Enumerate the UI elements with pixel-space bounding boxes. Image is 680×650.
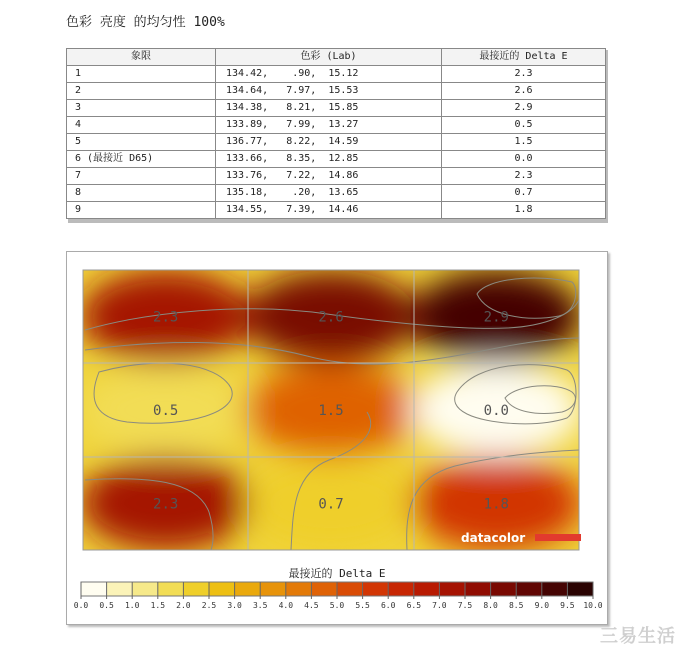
- colorbar-swatch: [311, 582, 337, 596]
- colorbar-swatch: [209, 582, 235, 596]
- colorbar-tick-label: 3.5: [252, 601, 268, 610]
- brand-logo: datacolor: [461, 531, 526, 545]
- colorbar-tick-label: 1.0: [124, 601, 140, 610]
- cell-value-label: 2.3: [153, 309, 179, 326]
- table-row: [67, 185, 606, 202]
- cell-delta-e: 1.8: [442, 202, 606, 219]
- table-row: [67, 151, 606, 168]
- page-title: 色彩 亮度 的均匀性 100%: [66, 15, 225, 30]
- header-delta-e: 最接近的 Delta E: [442, 49, 606, 66]
- colorbar-tick-label: 2.5: [201, 601, 217, 610]
- table-row: [67, 117, 606, 134]
- cell-delta-e: 0.5: [442, 117, 606, 134]
- colorbar-swatch: [491, 582, 517, 596]
- colorbar-tick-label: 4.5: [304, 601, 319, 610]
- cell-quadrant: 1: [67, 66, 216, 83]
- cell-value-label: 2.6: [318, 309, 344, 326]
- colorbar-tick-label: 9.0: [534, 601, 550, 610]
- table-row: [67, 66, 606, 83]
- header-quadrant: 象限: [67, 49, 216, 66]
- colorbar-tick-label: 1.5: [150, 601, 166, 610]
- colorbar-swatch: [158, 582, 184, 596]
- colorbar-tick-label: 4.0: [278, 601, 294, 610]
- cell-lab: 136.77, 8.22, 14.59: [216, 134, 442, 151]
- cell-lab: 134.55, 7.39, 14.46: [216, 202, 442, 219]
- cell-lab: 135.18, .20, 13.65: [216, 185, 442, 202]
- cell-value-label: 1.5: [318, 403, 344, 419]
- colorbar-tick-label: 0.0: [73, 601, 89, 610]
- colorbar-tick-label: 0.5: [99, 601, 114, 610]
- uniformity-chart: [66, 251, 608, 625]
- table-header-row: [67, 49, 606, 66]
- colorbar-swatch: [337, 582, 363, 596]
- cell-value-label: 0.7: [318, 496, 344, 513]
- cell-quadrant: 3: [67, 100, 216, 117]
- table-row: [67, 168, 606, 185]
- colorbar-tick-label: 8.5: [508, 601, 524, 610]
- watermark: 三易生活: [600, 626, 676, 647]
- chart-canvas: [67, 252, 607, 624]
- table-row: [67, 100, 606, 117]
- cell-lab: 134.38, 8.21, 15.85: [216, 100, 442, 117]
- cell-delta-e: 0.7: [442, 185, 606, 202]
- colorbar-tick-label: 10.0: [583, 601, 603, 610]
- cell-lab: 133.76, 7.22, 14.86: [216, 168, 442, 185]
- cell-value-label: 2.9: [483, 309, 509, 326]
- colorbar-swatch: [183, 582, 209, 596]
- cell-delta-e: 2.9: [442, 100, 606, 117]
- colorbar-swatch: [516, 582, 542, 596]
- cell-value-label: 2.3: [153, 496, 179, 513]
- colorbar-swatch: [260, 582, 286, 596]
- cell-value-label: 0.5: [153, 403, 179, 419]
- cell-lab: 133.89, 7.99, 13.27: [216, 117, 442, 134]
- colorbar-tick-label: 3.0: [227, 601, 242, 610]
- colorbar-swatch: [132, 582, 158, 596]
- table-row: [67, 134, 606, 151]
- colorbar-tick-label: 5.0: [329, 601, 345, 610]
- colorbar-swatch: [465, 582, 491, 596]
- colorbar-swatch: [414, 582, 440, 596]
- cell-quadrant: 5: [67, 134, 216, 151]
- cell-delta-e: 2.6: [442, 83, 606, 100]
- cell-lab: 133.66, 8.35, 12.85: [216, 151, 442, 168]
- colorbar-tick-label: 8.0: [483, 601, 498, 610]
- cell-quadrant: 6 (最接近 D65): [67, 151, 216, 168]
- table-row: [67, 202, 606, 219]
- cell-quadrant: 4: [67, 117, 216, 134]
- header-lab: 色彩 (Lab): [216, 49, 442, 66]
- colorbar-swatch: [107, 582, 133, 596]
- colorbar-swatch: [542, 582, 568, 596]
- colorbar-swatch: [439, 582, 465, 596]
- cell-quadrant: 7: [67, 168, 216, 185]
- colorbar-swatch: [235, 582, 261, 596]
- colorbar-swatch: [567, 582, 593, 596]
- cell-quadrant: 9: [67, 202, 216, 219]
- cell-quadrant: 2: [67, 83, 216, 100]
- cell-delta-e: 2.3: [442, 66, 606, 83]
- colorbar-tick-label: 6.0: [380, 601, 396, 610]
- cell-value-label: 1.8: [483, 496, 509, 513]
- cell-lab: 134.42, .90, 15.12: [216, 66, 442, 83]
- colorbar-swatch: [81, 582, 107, 596]
- colorbar-tick-label: 6.5: [406, 601, 422, 610]
- colorbar-tick-label: 2.0: [176, 601, 191, 610]
- colorbar-tick-label: 7.0: [432, 601, 447, 610]
- colorbar-swatch: [388, 582, 414, 596]
- cell-value-label: 0.0: [483, 403, 509, 419]
- brand-bar: [535, 534, 581, 541]
- colorbar-tick-label: 9.5: [560, 601, 575, 610]
- colorbar-swatch: [286, 582, 312, 596]
- colorbar-tick-label: 7.5: [457, 601, 473, 610]
- colorbar-swatch: [363, 582, 389, 596]
- table-row: [67, 83, 606, 100]
- cell-delta-e: 0.0: [442, 151, 606, 168]
- cell-delta-e: 2.3: [442, 168, 606, 185]
- colorbar-tick-label: 5.5: [355, 601, 370, 610]
- cell-lab: 134.64, 7.97, 15.53: [216, 83, 442, 100]
- colorbar-title: 最接近的 Delta E: [288, 567, 386, 580]
- delta-e-table: [66, 48, 606, 219]
- cell-quadrant: 8: [67, 185, 216, 202]
- cell-delta-e: 1.5: [442, 134, 606, 151]
